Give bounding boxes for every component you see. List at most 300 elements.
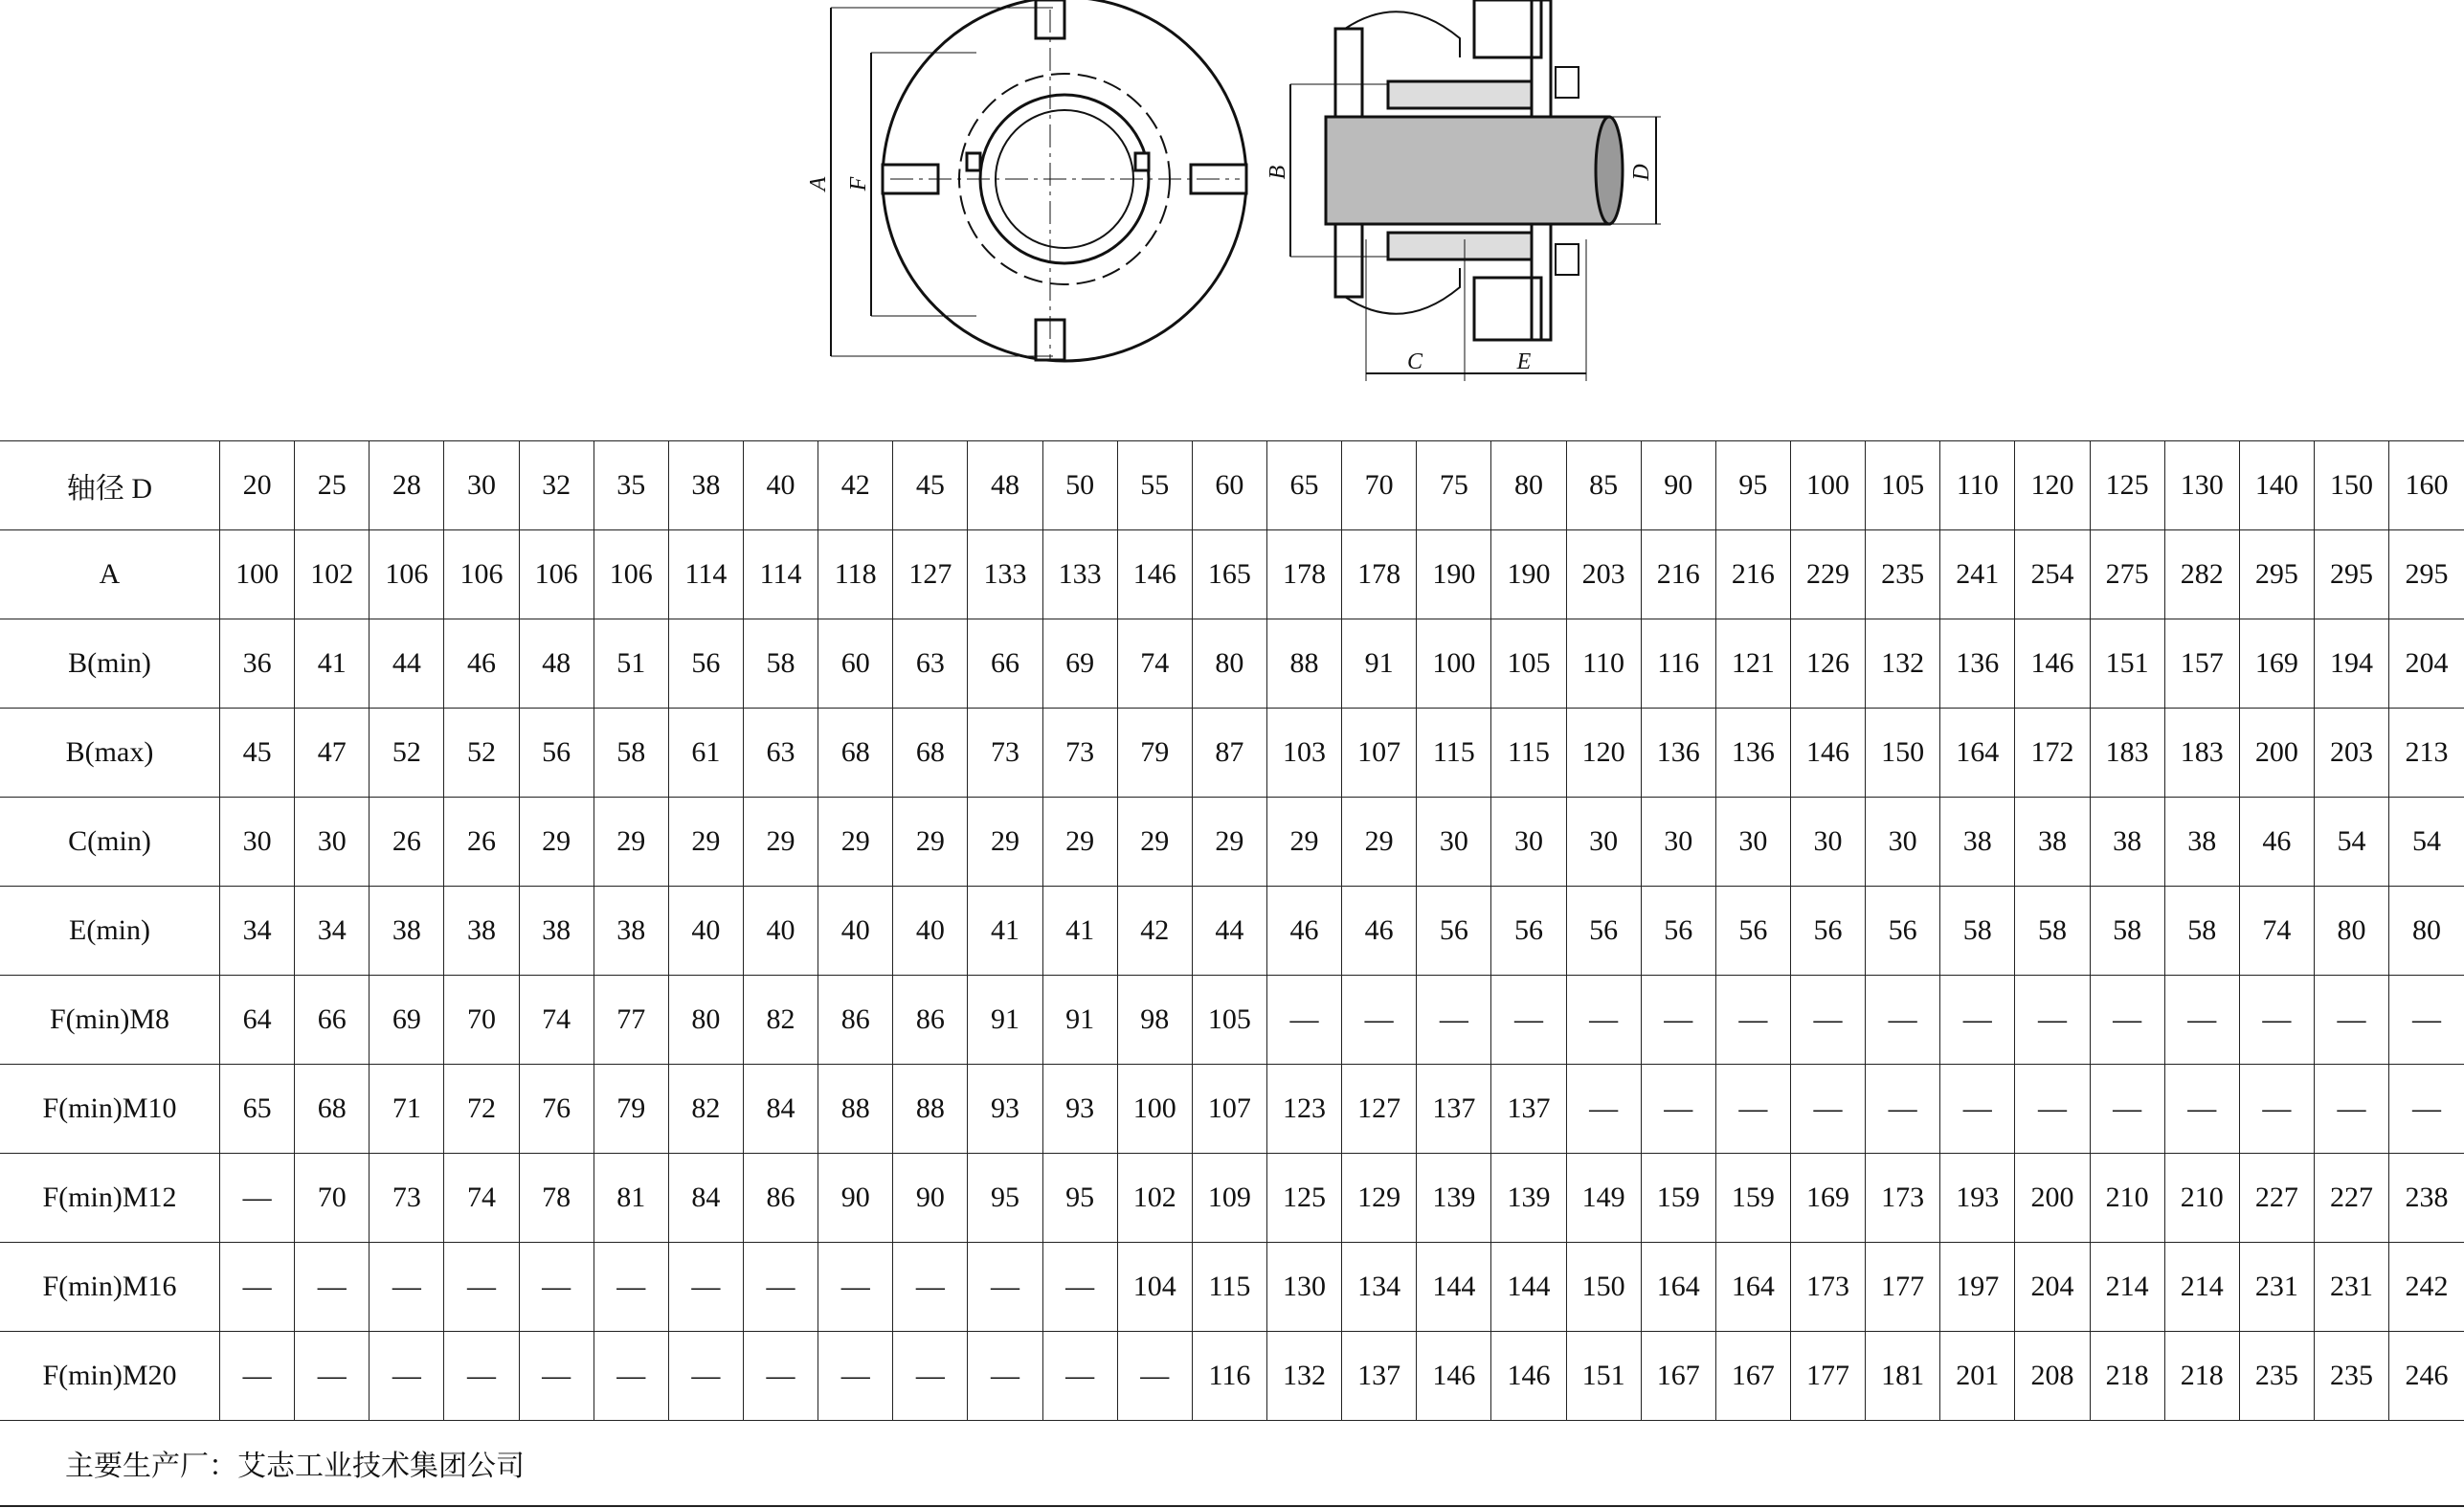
row-label: F(min)M8 <box>0 976 220 1065</box>
row-label: F(min)M10 <box>0 1065 220 1154</box>
table-cell: 90 <box>818 1154 893 1243</box>
table-cell: — <box>1940 1065 2015 1154</box>
table-cell: 29 <box>893 798 968 887</box>
table-cell: 229 <box>1790 530 1865 619</box>
table-cell: 238 <box>2389 1154 2464 1243</box>
row-label: E(min) <box>0 887 220 976</box>
table-cell: 30 <box>220 798 295 887</box>
table-cell: 25 <box>295 441 370 530</box>
table-cell: 45 <box>893 441 968 530</box>
table-cell: 29 <box>1117 798 1192 887</box>
table-cell: 106 <box>444 530 519 619</box>
table-cell: 74 <box>2239 887 2314 976</box>
table-cell: 64 <box>220 976 295 1065</box>
table-cell: 242 <box>2389 1243 2464 1332</box>
table-cell: 56 <box>1790 887 1865 976</box>
table-cell: 29 <box>519 798 594 887</box>
table-cell: 30 <box>1566 798 1641 887</box>
table-cell: — <box>1866 976 1940 1065</box>
table-cell: 164 <box>1641 1243 1715 1332</box>
table-cell: 69 <box>1042 619 1117 709</box>
table-cell: 120 <box>2015 441 2090 530</box>
table-cell: 95 <box>1715 441 1790 530</box>
table-cell: 38 <box>668 441 743 530</box>
table-cell: 68 <box>893 709 968 798</box>
table-cell: 218 <box>2164 1332 2239 1421</box>
table-cell: 38 <box>594 887 668 976</box>
table-cell: 48 <box>968 441 1042 530</box>
table-cell: 41 <box>295 619 370 709</box>
table-cell: 105 <box>1491 619 1566 709</box>
table-cell: 214 <box>2164 1243 2239 1332</box>
table-cell: 45 <box>220 709 295 798</box>
table-row <box>0 976 2464 1065</box>
table-cell: 38 <box>519 887 594 976</box>
table-cell: 246 <box>2389 1332 2464 1421</box>
table-cell: 173 <box>1790 1243 1865 1332</box>
table-cell: 46 <box>2239 798 2314 887</box>
table-cell: 47 <box>295 709 370 798</box>
table-cell: — <box>668 1332 743 1421</box>
table-cell: 60 <box>818 619 893 709</box>
table-cell: 88 <box>1266 619 1341 709</box>
table-cell: 132 <box>1866 619 1940 709</box>
table-cell: 144 <box>1491 1243 1566 1332</box>
dim-label-d: D <box>1629 164 1654 181</box>
table-cell: 164 <box>1940 709 2015 798</box>
table-cell: 52 <box>444 709 519 798</box>
table-cell: 28 <box>370 441 444 530</box>
table-cell: 194 <box>2314 619 2388 709</box>
table-cell: 231 <box>2239 1243 2314 1332</box>
table-cell: 68 <box>295 1065 370 1154</box>
table-cell: 50 <box>1042 441 1117 530</box>
table-cell: 210 <box>2164 1154 2239 1243</box>
table-cell: 71 <box>370 1065 444 1154</box>
table-cell: 44 <box>370 619 444 709</box>
table-cell: — <box>295 1243 370 1332</box>
table-cell: 70 <box>1342 441 1417 530</box>
table-cell: 136 <box>1715 709 1790 798</box>
table-row <box>0 1243 2464 1332</box>
table-cell: 241 <box>1940 530 2015 619</box>
table-cell: — <box>1715 976 1790 1065</box>
table-cell: 40 <box>818 887 893 976</box>
table-cell: 177 <box>1790 1332 1865 1421</box>
table-cell: — <box>1566 1065 1641 1154</box>
table-cell: 40 <box>893 887 968 976</box>
table-cell: 115 <box>1192 1243 1266 1332</box>
table-cell: 164 <box>1715 1243 1790 1332</box>
table-cell: 58 <box>743 619 818 709</box>
table-cell: 146 <box>1417 1332 1491 1421</box>
table-cell: 227 <box>2314 1154 2388 1243</box>
table-cell: 85 <box>1566 441 1641 530</box>
table-cell: 82 <box>743 976 818 1065</box>
table-cell: 183 <box>2164 709 2239 798</box>
table-cell: — <box>220 1332 295 1421</box>
manufacturer-note: 主要生产厂：艾志工业技术集团公司 <box>65 1451 525 1482</box>
table-cell: — <box>295 1332 370 1421</box>
table-cell: 116 <box>1192 1332 1266 1421</box>
table-cell: 29 <box>1342 798 1417 887</box>
table-cell: 26 <box>370 798 444 887</box>
table-cell: 90 <box>1641 441 1715 530</box>
table-cell: 60 <box>1192 441 1266 530</box>
table-cell: 146 <box>1117 530 1192 619</box>
table-cell: 295 <box>2314 530 2388 619</box>
row-label: F(min)M16 <box>0 1243 220 1332</box>
table-cell: 129 <box>1342 1154 1417 1243</box>
table-cell: 38 <box>2090 798 2164 887</box>
table-cell: 115 <box>1491 709 1566 798</box>
table-cell: — <box>1042 1332 1117 1421</box>
table-cell: 30 <box>1641 798 1715 887</box>
table-cell: 36 <box>220 619 295 709</box>
table-cell: 76 <box>519 1065 594 1154</box>
dim-label-b: B <box>1266 165 1290 180</box>
table-cell: 29 <box>594 798 668 887</box>
table-cell: 91 <box>1042 976 1117 1065</box>
table-cell: — <box>818 1332 893 1421</box>
table-cell: 100 <box>1417 619 1491 709</box>
table-cell: 73 <box>370 1154 444 1243</box>
table-cell: 74 <box>1117 619 1192 709</box>
table-cell: 38 <box>2015 798 2090 887</box>
seal-technical-drawing <box>0 0 2464 393</box>
table-cell: 79 <box>594 1065 668 1154</box>
table-cell: 78 <box>519 1154 594 1243</box>
table-cell: 95 <box>1042 1154 1117 1243</box>
table-cell: 56 <box>1491 887 1566 976</box>
table-cell: 91 <box>968 976 1042 1065</box>
table-cell: — <box>1866 1065 1940 1154</box>
table-cell: 140 <box>2239 441 2314 530</box>
table-cell: 29 <box>668 798 743 887</box>
table-cell: 26 <box>444 798 519 887</box>
table-cell: — <box>220 1154 295 1243</box>
table-cell: 58 <box>2015 887 2090 976</box>
table-cell: 139 <box>1417 1154 1491 1243</box>
table-cell: 56 <box>519 709 594 798</box>
table-cell: 102 <box>295 530 370 619</box>
table-cell: 54 <box>2389 798 2464 887</box>
table-cell: — <box>2389 1065 2464 1154</box>
table-cell: 41 <box>1042 887 1117 976</box>
table-cell: 52 <box>370 709 444 798</box>
table-cell: 38 <box>444 887 519 976</box>
table-cell: 120 <box>1566 709 1641 798</box>
table-cell: — <box>1417 976 1491 1065</box>
table-cell: 38 <box>1940 798 2015 887</box>
table-cell: — <box>818 1243 893 1332</box>
table-cell: 116 <box>1641 619 1715 709</box>
table-cell: 208 <box>2015 1332 2090 1421</box>
table-cell: 137 <box>1342 1332 1417 1421</box>
row-label: F(min)M20 <box>0 1332 220 1421</box>
table-cell: 136 <box>1940 619 2015 709</box>
table-cell: 73 <box>1042 709 1117 798</box>
dim-label-a: A <box>806 176 831 191</box>
table-cell: — <box>1641 1065 1715 1154</box>
table-cell: 114 <box>743 530 818 619</box>
table-cell: 86 <box>743 1154 818 1243</box>
table-cell: 65 <box>220 1065 295 1154</box>
table-row <box>0 619 2464 709</box>
table-cell: 167 <box>1641 1332 1715 1421</box>
table-cell: — <box>2090 976 2164 1065</box>
table-cell: — <box>893 1243 968 1332</box>
table-cell: 29 <box>1042 798 1117 887</box>
table-cell: 74 <box>444 1154 519 1243</box>
table-cell: 30 <box>1491 798 1566 887</box>
table-cell: — <box>2164 1065 2239 1154</box>
table-cell: 178 <box>1342 530 1417 619</box>
table-cell: 193 <box>1940 1154 2015 1243</box>
table-cell: — <box>1266 976 1341 1065</box>
table-cell: 29 <box>1192 798 1266 887</box>
table-cell: 106 <box>370 530 444 619</box>
table-cell: — <box>2164 976 2239 1065</box>
table-cell: — <box>2015 1065 2090 1154</box>
table-cell: 204 <box>2015 1243 2090 1332</box>
table-cell: 146 <box>1790 709 1865 798</box>
table-cell: 70 <box>295 1154 370 1243</box>
table-cell: — <box>1342 976 1417 1065</box>
table-cell: 56 <box>1566 887 1641 976</box>
table-cell: 197 <box>1940 1243 2015 1332</box>
table-cell: 58 <box>594 709 668 798</box>
table-row <box>0 798 2464 887</box>
table-cell: — <box>2015 976 2090 1065</box>
table-cell: — <box>893 1332 968 1421</box>
table-cell: 91 <box>1342 619 1417 709</box>
table-cell: — <box>668 1243 743 1332</box>
table-cell: 159 <box>1641 1154 1715 1243</box>
table-cell: — <box>370 1243 444 1332</box>
table-cell: — <box>444 1243 519 1332</box>
table-cell: 275 <box>2090 530 2164 619</box>
table-cell: 30 <box>1715 798 1790 887</box>
table-cell: 150 <box>2314 441 2388 530</box>
dimension-table <box>0 440 2464 1421</box>
table-cell: 132 <box>1266 1332 1341 1421</box>
table-cell: 190 <box>1491 530 1566 619</box>
table-cell: 136 <box>1641 709 1715 798</box>
table-cell: 133 <box>1042 530 1117 619</box>
table-cell: 20 <box>220 441 295 530</box>
table-cell: 134 <box>1342 1243 1417 1332</box>
table-cell: 104 <box>1117 1243 1192 1332</box>
dim-label-c: C <box>1406 349 1423 374</box>
table-cell: 201 <box>1940 1332 2015 1421</box>
table-cell: 235 <box>2314 1332 2388 1421</box>
table-cell: 40 <box>743 887 818 976</box>
table-cell: 151 <box>2090 619 2164 709</box>
table-cell: 216 <box>1715 530 1790 619</box>
table-cell: 80 <box>668 976 743 1065</box>
table-cell: — <box>743 1332 818 1421</box>
table-cell: 130 <box>2164 441 2239 530</box>
table-cell: 157 <box>2164 619 2239 709</box>
table-cell: 125 <box>2090 441 2164 530</box>
table-cell: 81 <box>594 1154 668 1243</box>
table-cell: 88 <box>818 1065 893 1154</box>
table-cell: 73 <box>968 709 1042 798</box>
table-cell: 203 <box>1566 530 1641 619</box>
table-cell: 87 <box>1192 709 1266 798</box>
table-cell: 93 <box>1042 1065 1117 1154</box>
table-cell: 34 <box>220 887 295 976</box>
table-cell: 30 <box>444 441 519 530</box>
table-cell: 77 <box>594 976 668 1065</box>
table-cell: 34 <box>295 887 370 976</box>
table-cell: 56 <box>1866 887 1940 976</box>
table-cell: 204 <box>2389 619 2464 709</box>
table-cell: 82 <box>668 1065 743 1154</box>
table-cell: 46 <box>1342 887 1417 976</box>
table-cell: 55 <box>1117 441 1192 530</box>
table-cell: 68 <box>818 709 893 798</box>
table-cell: 30 <box>295 798 370 887</box>
table-cell: 118 <box>818 530 893 619</box>
table-cell: 46 <box>444 619 519 709</box>
table-cell: 58 <box>1940 887 2015 976</box>
table-cell: 123 <box>1266 1065 1341 1154</box>
table-cell: 38 <box>370 887 444 976</box>
table-cell: 106 <box>594 530 668 619</box>
table-cell: 200 <box>2015 1154 2090 1243</box>
seal-drawing-svg <box>0 0 2464 393</box>
table-cell: 183 <box>2090 709 2164 798</box>
table-cell: — <box>519 1243 594 1332</box>
table-cell: — <box>1641 976 1715 1065</box>
table-cell: 72 <box>444 1065 519 1154</box>
table-cell: 103 <box>1266 709 1341 798</box>
table-cell: 169 <box>1790 1154 1865 1243</box>
table-row <box>0 1065 2464 1154</box>
table-cell: 48 <box>519 619 594 709</box>
table-cell: 127 <box>893 530 968 619</box>
row-label: B(max) <box>0 709 220 798</box>
table-cell: 58 <box>2164 887 2239 976</box>
table-cell: 66 <box>295 976 370 1065</box>
table-cell: 98 <box>1117 976 1192 1065</box>
row-label: F(min)M12 <box>0 1154 220 1243</box>
table-cell: 54 <box>2314 798 2388 887</box>
table-cell: 203 <box>2314 709 2388 798</box>
dim-label-e: E <box>1516 349 1532 374</box>
table-cell: 165 <box>1192 530 1266 619</box>
table-cell: 110 <box>1566 619 1641 709</box>
table-row <box>0 1154 2464 1243</box>
table-cell: 107 <box>1342 709 1417 798</box>
table-cell: — <box>1566 976 1641 1065</box>
table-cell: 149 <box>1566 1154 1641 1243</box>
table-cell: 137 <box>1417 1065 1491 1154</box>
table-cell: 56 <box>668 619 743 709</box>
table-cell: 167 <box>1715 1332 1790 1421</box>
table-row <box>0 1332 2464 1421</box>
table-cell: 56 <box>1417 887 1491 976</box>
table-cell: — <box>519 1332 594 1421</box>
table-cell: 114 <box>668 530 743 619</box>
table-cell: 190 <box>1417 530 1491 619</box>
table-cell: 30 <box>1866 798 1940 887</box>
table-cell: 282 <box>2164 530 2239 619</box>
table-cell: — <box>444 1332 519 1421</box>
table-cell: 93 <box>968 1065 1042 1154</box>
table-cell: 100 <box>1117 1065 1192 1154</box>
table-cell: 231 <box>2314 1243 2388 1332</box>
row-label: B(min) <box>0 619 220 709</box>
table-cell: 65 <box>1266 441 1341 530</box>
table-cell: — <box>968 1332 1042 1421</box>
table-cell: 86 <box>893 976 968 1065</box>
table-cell: 38 <box>2164 798 2239 887</box>
table-cell: — <box>594 1243 668 1332</box>
table-cell: 32 <box>519 441 594 530</box>
table-cell: — <box>1117 1332 1192 1421</box>
table-cell: — <box>2314 976 2388 1065</box>
table-cell: — <box>1790 976 1865 1065</box>
table-cell: 40 <box>668 887 743 976</box>
table-cell: 254 <box>2015 530 2090 619</box>
table-cell: — <box>220 1243 295 1332</box>
table-cell: 105 <box>1192 976 1266 1065</box>
table-cell: 144 <box>1417 1243 1491 1332</box>
table-cell: 159 <box>1715 1154 1790 1243</box>
table-cell: — <box>2090 1065 2164 1154</box>
table-cell: 295 <box>2239 530 2314 619</box>
table-cell: 181 <box>1866 1332 1940 1421</box>
table-cell: 126 <box>1790 619 1865 709</box>
table-cell: — <box>1790 1065 1865 1154</box>
table-cell: — <box>1491 976 1566 1065</box>
table-cell: 56 <box>1715 887 1790 976</box>
table-cell: 74 <box>519 976 594 1065</box>
table-cell: — <box>1715 1065 1790 1154</box>
table-cell: 35 <box>594 441 668 530</box>
table-cell: 130 <box>1266 1243 1341 1332</box>
table-cell: — <box>2239 1065 2314 1154</box>
table-cell: 200 <box>2239 709 2314 798</box>
table-cell: 146 <box>2015 619 2090 709</box>
table-cell: 84 <box>743 1065 818 1154</box>
table-cell: 80 <box>1192 619 1266 709</box>
table-cell: 172 <box>2015 709 2090 798</box>
table-cell: 160 <box>2389 441 2464 530</box>
table-cell: 173 <box>1866 1154 1940 1243</box>
table-cell: 63 <box>893 619 968 709</box>
table-cell: 88 <box>893 1065 968 1154</box>
table-cell: 216 <box>1641 530 1715 619</box>
table-cell: 125 <box>1266 1154 1341 1243</box>
table-cell: 151 <box>1566 1332 1641 1421</box>
table-cell: 41 <box>968 887 1042 976</box>
table-cell: 100 <box>1790 441 1865 530</box>
row-label: 轴径 D <box>0 441 220 530</box>
table-cell: 109 <box>1192 1154 1266 1243</box>
table-cell: 66 <box>968 619 1042 709</box>
table-cell: 169 <box>2239 619 2314 709</box>
table-cell: 80 <box>2389 887 2464 976</box>
table-cell: 80 <box>2314 887 2388 976</box>
table-cell: 30 <box>1417 798 1491 887</box>
table-cell: 178 <box>1266 530 1341 619</box>
table-cell: 137 <box>1491 1065 1566 1154</box>
table-cell: 105 <box>1866 441 1940 530</box>
